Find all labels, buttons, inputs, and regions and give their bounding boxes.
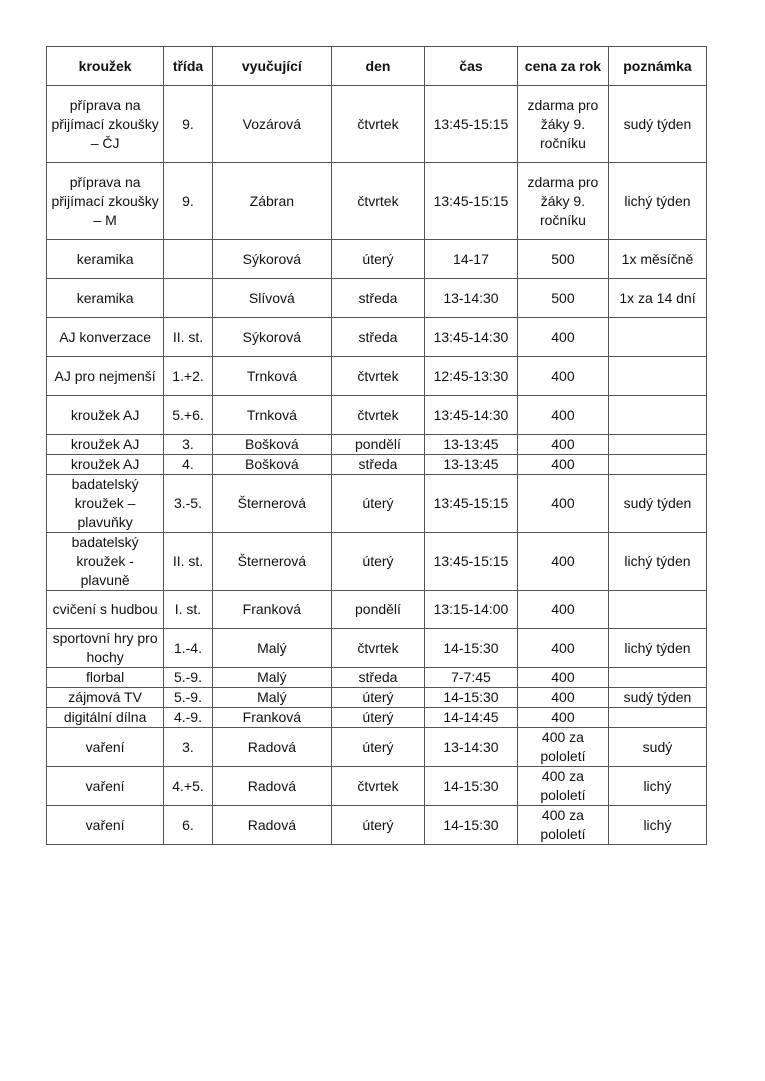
table-cell: pondělí (331, 435, 424, 455)
table-row (47, 767, 707, 806)
table-row (47, 806, 707, 845)
table-cell: čtvrtek (331, 163, 424, 240)
table-cell: Malý (212, 688, 331, 708)
table-cell: sudý (608, 728, 706, 767)
clubs-table (46, 46, 707, 845)
table-cell (608, 455, 706, 475)
table-cell: 13:15-14:00 (424, 591, 517, 629)
table-row (47, 240, 707, 279)
table-cell: 13-14:30 (424, 728, 517, 767)
table-cell: 14-15:30 (424, 629, 517, 668)
table-cell: 400 (517, 668, 608, 688)
table-cell: 400 (517, 435, 608, 455)
table-cell: 9. (164, 86, 213, 163)
table-cell: II. st. (164, 318, 213, 357)
table-cell: lichý (608, 767, 706, 806)
table-cell: 5.-9. (164, 668, 213, 688)
table-row (47, 279, 707, 318)
table-cell: Šternerová (212, 533, 331, 591)
table-cell: sudý týden (608, 475, 706, 533)
table-cell: zájmová TV (47, 688, 164, 708)
table-cell: 14-15:30 (424, 767, 517, 806)
table-cell: 400 za pololetí (517, 767, 608, 806)
table-cell: 3. (164, 435, 213, 455)
table-row (47, 357, 707, 396)
table-row (47, 688, 707, 708)
table-row (47, 86, 707, 163)
table-cell: 13:45-15:15 (424, 86, 517, 163)
table-cell: 400 za pololetí (517, 806, 608, 845)
table-cell: florbal (47, 668, 164, 688)
table-cell: 12:45-13:30 (424, 357, 517, 396)
table-cell: sudý týden (608, 86, 706, 163)
table-cell: 400 (517, 629, 608, 668)
table-cell: čtvrtek (331, 396, 424, 435)
table-cell: Slívová (212, 279, 331, 318)
table-cell: lichý týden (608, 163, 706, 240)
header-cell: kroužek (47, 47, 164, 86)
table-row (47, 163, 707, 240)
table-cell: příprava na přijímací zkoušky – ČJ (47, 86, 164, 163)
table-cell (608, 435, 706, 455)
table-cell: Sýkorová (212, 318, 331, 357)
table-cell (608, 708, 706, 728)
table-cell: čtvrtek (331, 357, 424, 396)
table-cell: 4.+5. (164, 767, 213, 806)
table-cell: 400 za pololetí (517, 728, 608, 767)
table-cell: 13:45-14:30 (424, 318, 517, 357)
table-cell: Trnková (212, 396, 331, 435)
table-cell: 400 (517, 455, 608, 475)
table-cell: AJ konverzace (47, 318, 164, 357)
table-cell: středa (331, 455, 424, 475)
table-cell: úterý (331, 533, 424, 591)
table-cell: úterý (331, 728, 424, 767)
table-cell: 400 (517, 708, 608, 728)
table-cell: 500 (517, 240, 608, 279)
table-cell: Šternerová (212, 475, 331, 533)
table-cell: úterý (331, 806, 424, 845)
table-row (47, 435, 707, 455)
header-cell: vyučující (212, 47, 331, 86)
table-cell: Sýkorová (212, 240, 331, 279)
table-cell: digitální dílna (47, 708, 164, 728)
table-cell: vaření (47, 806, 164, 845)
table-cell: 14-14:45 (424, 708, 517, 728)
table-cell: Franková (212, 708, 331, 728)
table-cell: středa (331, 279, 424, 318)
table-cell: 4. (164, 455, 213, 475)
table-cell: 6. (164, 806, 213, 845)
table-cell: Zábran (212, 163, 331, 240)
table-cell: 13:45-15:15 (424, 163, 517, 240)
table-cell: 13-13:45 (424, 455, 517, 475)
table-cell: úterý (331, 708, 424, 728)
table-cell: 400 (517, 318, 608, 357)
table-row (47, 475, 707, 533)
table-cell: Malý (212, 668, 331, 688)
table-cell: kroužek AJ (47, 455, 164, 475)
table-cell: keramika (47, 240, 164, 279)
table-cell: 13-13:45 (424, 435, 517, 455)
table-row (47, 396, 707, 435)
table-cell (164, 240, 213, 279)
table-cell: 13-14:30 (424, 279, 517, 318)
table-cell: lichý týden (608, 533, 706, 591)
table-cell: pondělí (331, 591, 424, 629)
table-cell: badatelský kroužek - plavuně (47, 533, 164, 591)
table-header-row (47, 47, 707, 86)
header-cell: den (331, 47, 424, 86)
table-cell: lichý týden (608, 629, 706, 668)
table-cell: 14-15:30 (424, 806, 517, 845)
table-cell: sudý týden (608, 688, 706, 708)
table-cell (608, 318, 706, 357)
table-cell: středa (331, 668, 424, 688)
table-cell: kroužek AJ (47, 396, 164, 435)
table-cell: 400 (517, 688, 608, 708)
table-cell: I. st. (164, 591, 213, 629)
table-cell (608, 396, 706, 435)
table-cell: 1x měsíčně (608, 240, 706, 279)
table-row (47, 708, 707, 728)
table-row (47, 533, 707, 591)
table-cell: čtvrtek (331, 629, 424, 668)
table-cell: úterý (331, 688, 424, 708)
table-cell: 14-15:30 (424, 688, 517, 708)
table-cell: keramika (47, 279, 164, 318)
table-cell: Trnková (212, 357, 331, 396)
table-cell: 4.-9. (164, 708, 213, 728)
table-cell: badatelský kroužek – plavuňky (47, 475, 164, 533)
table-cell: sportovní hry pro hochy (47, 629, 164, 668)
header-cell: třída (164, 47, 213, 86)
table-cell: zdarma pro žáky 9. ročníku (517, 163, 608, 240)
document-page (46, 46, 707, 845)
table-cell (608, 591, 706, 629)
table-cell: 7-7:45 (424, 668, 517, 688)
table-cell: vaření (47, 767, 164, 806)
table-cell: 3.-5. (164, 475, 213, 533)
header-cell: čas (424, 47, 517, 86)
table-cell: 5.-9. (164, 688, 213, 708)
table-cell: čtvrtek (331, 767, 424, 806)
table-row (47, 629, 707, 668)
table-row (47, 591, 707, 629)
table-cell: 1x za 14 dní (608, 279, 706, 318)
table-cell: Franková (212, 591, 331, 629)
table-cell (164, 279, 213, 318)
table-cell: čtvrtek (331, 86, 424, 163)
table-cell: 1.+2. (164, 357, 213, 396)
table-cell: AJ pro nejmenší (47, 357, 164, 396)
header-cell: poznámka (608, 47, 706, 86)
table-cell: 400 (517, 396, 608, 435)
table-row (47, 455, 707, 475)
table-cell: 14-17 (424, 240, 517, 279)
table-cell: 400 (517, 357, 608, 396)
table-cell: Vozárová (212, 86, 331, 163)
table-cell: zdarma pro žáky 9. ročníku (517, 86, 608, 163)
table-cell (608, 357, 706, 396)
table-cell: Radová (212, 806, 331, 845)
table-body (47, 86, 707, 845)
table-cell: úterý (331, 475, 424, 533)
table-cell: Radová (212, 767, 331, 806)
table-cell: 400 (517, 475, 608, 533)
table-cell: 13:45-15:15 (424, 533, 517, 591)
table-cell: 1.-4. (164, 629, 213, 668)
table-cell: cvičení s hudbou (47, 591, 164, 629)
table-cell: 400 (517, 533, 608, 591)
header-cell: cena za rok (517, 47, 608, 86)
table-cell: 5.+6. (164, 396, 213, 435)
table-row (47, 668, 707, 688)
table-cell: Bošková (212, 455, 331, 475)
table-cell: 13:45-14:30 (424, 396, 517, 435)
table-cell: 13:45-15:15 (424, 475, 517, 533)
table-cell: 500 (517, 279, 608, 318)
table-row (47, 318, 707, 357)
table-cell: Malý (212, 629, 331, 668)
table-cell (608, 668, 706, 688)
table-cell: lichý (608, 806, 706, 845)
table-cell: úterý (331, 240, 424, 279)
table-cell: 400 (517, 591, 608, 629)
table-cell: vaření (47, 728, 164, 767)
table-cell: středa (331, 318, 424, 357)
table-row (47, 728, 707, 767)
table-cell: II. st. (164, 533, 213, 591)
table-cell: 3. (164, 728, 213, 767)
table-cell: Radová (212, 728, 331, 767)
table-cell: 9. (164, 163, 213, 240)
table-cell: kroužek AJ (47, 435, 164, 455)
table-cell: Bošková (212, 435, 331, 455)
table-cell: příprava na přijímací zkoušky – M (47, 163, 164, 240)
